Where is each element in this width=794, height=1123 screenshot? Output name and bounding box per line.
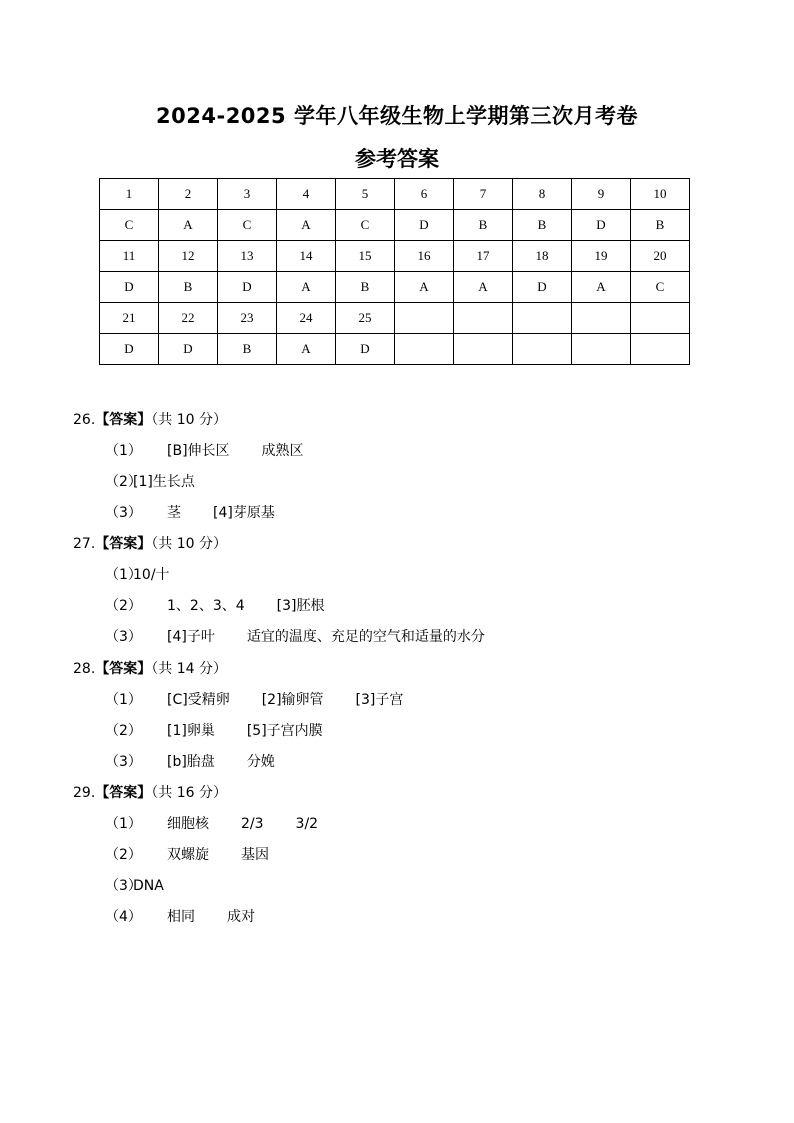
item-answer: [b]胎盘 — [167, 754, 215, 770]
answer-cell: C — [100, 210, 159, 241]
answer-row — [100, 272, 690, 303]
question-number-cell: 24 — [277, 303, 336, 334]
answer-row — [100, 210, 690, 241]
answer-line — [105, 595, 356, 615]
answer-cell — [572, 334, 631, 365]
answer-line — [105, 626, 517, 646]
answer-cell: D — [395, 210, 454, 241]
question-number-cell: 5 — [336, 179, 395, 210]
question-number-cell: 3 — [218, 179, 277, 210]
section-number: 29. — [73, 785, 96, 801]
item-answer: [1]卵巢 — [167, 723, 215, 739]
question-number-cell: 13 — [218, 241, 277, 272]
question-number-cell: 12 — [159, 241, 218, 272]
question-number-cell: 22 — [159, 303, 218, 334]
answer-cell: C — [336, 210, 395, 241]
answer-line — [105, 906, 287, 926]
question-number-cell — [631, 303, 690, 334]
question-number-row — [100, 303, 690, 334]
item-number: （4） — [105, 909, 142, 925]
section-number: 26. — [73, 412, 96, 428]
answer-cell: A — [277, 334, 336, 365]
item-answer: DNA — [133, 878, 164, 894]
answer-line — [105, 564, 202, 584]
answer-cell: D — [100, 272, 159, 303]
item-answer: [C]受精卵 — [167, 692, 230, 708]
question-number-cell — [454, 303, 513, 334]
answer-cell: D — [159, 334, 218, 365]
section-score: （共 16 分） — [151, 785, 227, 801]
answer-line — [105, 844, 301, 864]
question-number-cell: 14 — [277, 241, 336, 272]
answer-line — [105, 502, 307, 522]
item-number: （2） — [105, 598, 142, 614]
question-number-cell: 10 — [631, 179, 690, 210]
page-title: 2024-2025 学年八年级生物上学期第三次月考卷 — [156, 104, 638, 128]
question-number-row — [100, 179, 690, 210]
answer-line — [105, 751, 307, 771]
question-number-cell — [513, 303, 572, 334]
answer-cell: A — [159, 210, 218, 241]
item-answer: 相同 — [167, 909, 195, 925]
answer-cell: B — [218, 334, 277, 365]
question-number-cell: 15 — [336, 241, 395, 272]
page-subtitle: 参考答案 — [355, 147, 439, 171]
item-number: （3） — [105, 878, 142, 894]
answer-cell — [395, 334, 454, 365]
item-number: （2） — [105, 723, 142, 739]
question-number-cell — [395, 303, 454, 334]
answer-cell: C — [218, 210, 277, 241]
section-heading — [73, 409, 227, 429]
question-number-cell: 4 — [277, 179, 336, 210]
section-heading — [73, 782, 227, 802]
answer-line — [105, 440, 336, 460]
question-number-cell: 11 — [100, 241, 159, 272]
item-answer: [2]输卵管 — [261, 692, 324, 708]
question-number-cell: 6 — [395, 179, 454, 210]
section-label: 【答案】 — [95, 661, 152, 677]
item-answer: [4]子叶 — [167, 629, 215, 645]
question-number-cell: 19 — [572, 241, 631, 272]
item-number: （3） — [105, 629, 142, 645]
section-heading — [73, 533, 227, 553]
question-number-cell: 9 — [572, 179, 631, 210]
item-answer: 1、2、3、4 — [167, 598, 245, 614]
question-number-cell: 23 — [218, 303, 277, 334]
item-number: （1） — [105, 567, 142, 583]
item-number: （1） — [105, 443, 142, 459]
item-answer: [3]胚根 — [276, 598, 325, 614]
answer-cell: B — [454, 210, 513, 241]
section-number: 27. — [73, 536, 96, 552]
item-answer: 10/十 — [133, 567, 170, 583]
answer-cell: A — [395, 272, 454, 303]
answer-line — [105, 689, 435, 709]
item-answer: [B]伸长区 — [167, 443, 230, 459]
item-number: （3） — [105, 754, 142, 770]
question-number-cell: 8 — [513, 179, 572, 210]
answer-cell: D — [100, 334, 159, 365]
item-answer: 双螺旋 — [167, 847, 209, 863]
question-number-cell: 7 — [454, 179, 513, 210]
question-number-cell: 25 — [336, 303, 395, 334]
answer-cell: D — [218, 272, 277, 303]
answer-line — [105, 875, 196, 895]
answer-cell: A — [277, 210, 336, 241]
question-number-cell: 17 — [454, 241, 513, 272]
item-answer: 基因 — [241, 847, 269, 863]
answer-cell: D — [336, 334, 395, 365]
item-answer: [5]子宫内膜 — [246, 723, 323, 739]
answer-cell: D — [513, 272, 572, 303]
item-answer: 细胞核 — [167, 816, 209, 832]
item-number: （2） — [105, 474, 142, 490]
answer-table — [99, 178, 690, 365]
answer-cell: D — [572, 210, 631, 241]
item-answer: [4]芽原基 — [213, 505, 275, 521]
item-number: （1） — [105, 816, 142, 832]
question-number-cell: 2 — [159, 179, 218, 210]
answer-cell: A — [572, 272, 631, 303]
section-number: 28. — [73, 661, 96, 677]
section-label: 【答案】 — [95, 536, 152, 552]
item-number: （1） — [105, 692, 142, 708]
question-number-cell: 16 — [395, 241, 454, 272]
answer-line — [105, 720, 355, 740]
answer-line — [105, 813, 350, 833]
section-score: （共 14 分） — [151, 661, 227, 677]
section-label: 【答案】 — [95, 412, 152, 428]
item-number: （3） — [105, 505, 142, 521]
answer-cell: C — [631, 272, 690, 303]
answer-cell: B — [631, 210, 690, 241]
answer-cell — [454, 334, 513, 365]
section-score: （共 10 分） — [151, 412, 227, 428]
answer-cell: A — [277, 272, 336, 303]
question-number-row — [100, 241, 690, 272]
item-answer: 成对 — [227, 909, 255, 925]
item-number: （2） — [105, 847, 142, 863]
answer-cell — [631, 334, 690, 365]
question-number-cell: 20 — [631, 241, 690, 272]
section-label: 【答案】 — [95, 785, 152, 801]
item-answer: 适宜的温度、充足的空气和适量的水分 — [246, 629, 485, 645]
section-score: （共 10 分） — [151, 536, 227, 552]
section-heading — [73, 658, 227, 678]
answer-cell: B — [336, 272, 395, 303]
answer-cell: B — [513, 210, 572, 241]
question-number-cell: 18 — [513, 241, 572, 272]
question-number-cell — [572, 303, 631, 334]
question-number-cell: 1 — [100, 179, 159, 210]
item-answer: 茎 — [167, 505, 181, 521]
item-answer: 成熟区 — [261, 443, 304, 459]
item-answer: [3]子宫 — [355, 692, 404, 708]
answer-line — [105, 471, 227, 491]
answer-row — [100, 334, 690, 365]
answer-cell: B — [159, 272, 218, 303]
question-number-cell: 21 — [100, 303, 159, 334]
item-answer: [1]生长点 — [133, 474, 195, 490]
item-answer: 3/2 — [295, 816, 319, 832]
item-answer: 2/3 — [241, 816, 264, 832]
item-answer: 分娩 — [246, 754, 275, 770]
answer-cell — [513, 334, 572, 365]
answer-cell: A — [454, 272, 513, 303]
